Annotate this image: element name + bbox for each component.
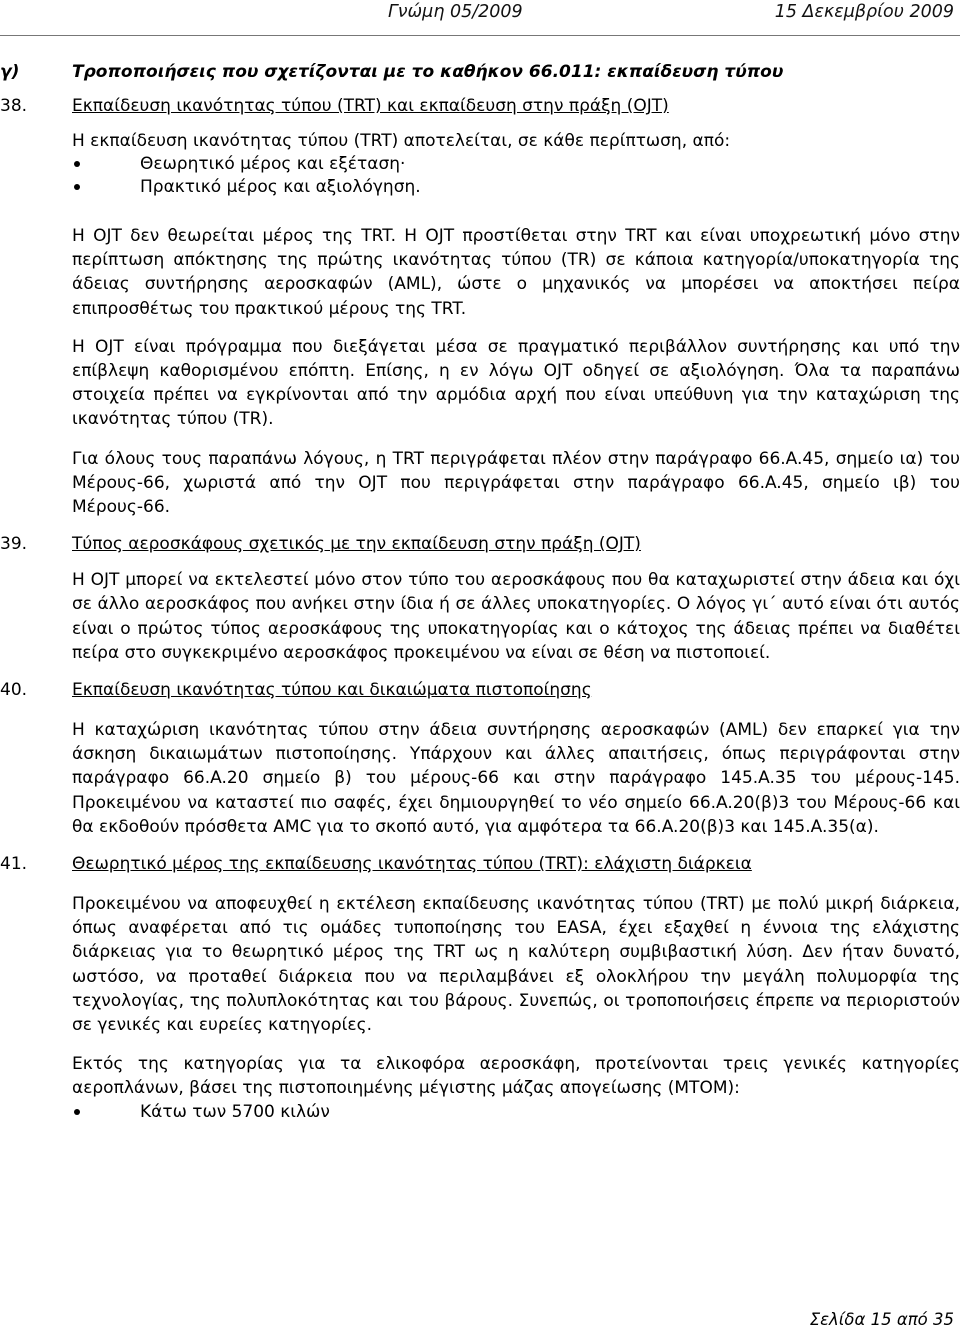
item-title: Εκπαίδευση ικανότητας τύπου (TRT) και εκπαίδευση στην πράξη (OJT)	[72, 96, 669, 116]
bullet-dot-icon	[74, 1109, 80, 1115]
item-38-paragraph-3: Για όλους τους παραπάνω λόγους, η TRT περιγράφεται πλέον στην παράγραφο 66.A.45, σημείο ια) του Μέρους-66, χωριστά από την OJT που περιγράφεται στην παράγραφο 66.A.45, σημείο ιβ) του Μέρους-66.	[72, 448, 960, 518]
item-38	[0, 96, 960, 116]
section-marker: γ)	[0, 62, 20, 82]
item-41	[0, 854, 960, 874]
item-41-paragraph-1: Προκειμένου να αποφευχθεί η εκτέλεση εκπαίδευσης ικανότητας τύπου (TRT) με πολύ μικρή διάρκεια, όπως αναφέρεται από τις ομάδες τυποποίησης του EASA, έχει εξαχθεί η έννοια της ελάχιστης διάρκειας για το θεωρητικό μέρος της TRT ως η καλύτερη συμβιβαστική λύση. Δεν ήταν δυνατό, ωστόσο, να προταθεί διάρκεια που να περιλαμβάνει εξ ολοκλήρου την μεγάλη πολυμορφία της τεχνολογίας, της πολυπλοκότητας και του βάρους. Συνεπώς, οι τροποποιήσεις έπρεπε να περιοριστούν σε γενικές και ευρείες κατηγορίες.	[72, 894, 960, 1036]
bullet-dot-icon	[74, 184, 80, 190]
page-header	[0, 2, 960, 26]
bullet-item: Πρακτικό μέρος και αξιολόγηση.	[72, 176, 960, 199]
item-title: Θεωρητικό μέρος της εκπαίδευσης ικανότητας τύπου (TRT): ελάχιστη διάρκεια	[72, 854, 752, 875]
item-40	[0, 680, 960, 700]
item-40-paragraph-1: Η καταχώριση ικανότητας τύπου στην άδεια συντήρησης αεροσκαφών (AML) δεν επαρκεί για την άσκηση δικαιωμάτων πιστοποίησης. Υπάρχουν και άλλες απαιτήσεις, όπως περιγράφονται στην παράγραφο 66.A.20 σημείο β) του μέρους-66 και στην παράγραφο 145.A.35 του μέρους-145. Προκειμένου να καταστεί πιο σαφές, έχει δημιουργηθεί το νέο σημείο 66.A.20(β)3 του Μέρους-66 και θα εκδοθούν πρόσθετα AMC για το σκοπό αυτό, για αμφότερα τα 66.A.20(β)3 και 145.A.35(α).	[72, 720, 960, 837]
header-date: 15 Δεκεμβρίου 2009	[774, 2, 954, 22]
section-heading	[0, 62, 960, 82]
item-38-body	[0, 130, 960, 153]
item-number: 39.	[0, 534, 28, 555]
section-title: Τροποποιήσεις που σχετίζονται με το καθήκον 66.011: εκπαίδευση τύπου	[72, 62, 784, 82]
item-number: 41.	[0, 854, 28, 875]
item-38-intro: Η εκπαίδευση ικανότητας τύπου (TRT) αποτελείται, σε κάθε περίπτωση, από:	[72, 131, 731, 151]
item-41-paragraph-2: Εκτός της κατηγορίας για τα ελικοφόρα αεροσκάφη, προτείνονται τρεις γενικές κατηγορίες αεροπλάνων, βάσει της πιστοποιημένης μέγιστης μάζας απογείωσης (MTOM):	[72, 1054, 960, 1099]
item-title: Τύπος αεροσκάφους σχετικός με την εκπαίδευση στην πράξη (OJT)	[72, 534, 641, 555]
bullet-item: Θεωρητικό μέρος και εξέταση·	[72, 153, 960, 176]
item-39-paragraph-1: Η OJT μπορεί να εκτελεστεί μόνο στον τύπο του αεροσκάφους που θα καταχωριστεί στην άδεια και όχι σε άλλο αεροσκάφος που ανήκει στην ίδια ή σε άλλες υποκατηγορίες. Ο λόγος γι΄ αυτό είναι ότι αυτός είναι ο πρώτος τύπος αεροσκάφους της υποκατηγορίας και ο κάτοχος της άδειας πρέπει να διαθέτει πείρα στο συγκεκριμένο αεροσκάφος προκειμένου να είναι σε θέση να πιστοποιεί.	[72, 570, 960, 663]
header-opinion: Γνώμη 05/2009	[388, 2, 523, 22]
page-number: Σελίδα 15 από 35	[809, 1310, 954, 1329]
bullet-dot-icon	[74, 161, 80, 167]
bullet-item: Κάτω των 5700 κιλών	[72, 1101, 960, 1124]
item-38-paragraph-2: Η OJT είναι πρόγραμμα που διεξάγεται μέσα σε πραγματικό περιβάλλον συντήρησης και υπό την επίβλεψη καθορισμένου επόπτη. Επίσης, η εν λόγω OJT οδηγεί σε αξιολόγηση. Όλα τα παραπάνω στοιχεία πρέπει να εγκρίνονται από την αρμόδια αρχή που είναι υπεύθυνη για την καταχώριση της ικανότητας τύπου (TR).	[72, 336, 960, 430]
item-39	[0, 534, 960, 554]
item-38-paragraph-1: Η OJT δεν θεωρείται μέρος της TRT. Η OJT προστίθεται στην TRT και είναι υποχρεωτική μόνο στην περίπτωση απόκτησης της πρώτης ικανότητας τύπου (TR) σε κάποια κατηγορία/υποκατηγορία της άδειας συντήρησης αεροσκαφών (AML), ώστε ο μηχανικός να μπορέσει να αποκτήσει πείρα επιπροσθέτως του πρακτικού μέρους της TRT.	[72, 226, 960, 319]
page-content	[0, 62, 960, 1124]
page-footer	[810, 1310, 954, 1329]
item-38-bullet-list	[0, 153, 960, 199]
header-divider	[0, 35, 960, 36]
item-41-bullet-list	[0, 1101, 960, 1124]
item-title: Εκπαίδευση ικανότητας τύπου και δικαιώματα πιστοποίησης	[72, 680, 592, 701]
item-number: 40.	[0, 680, 28, 701]
item-number: 38.	[0, 96, 28, 116]
